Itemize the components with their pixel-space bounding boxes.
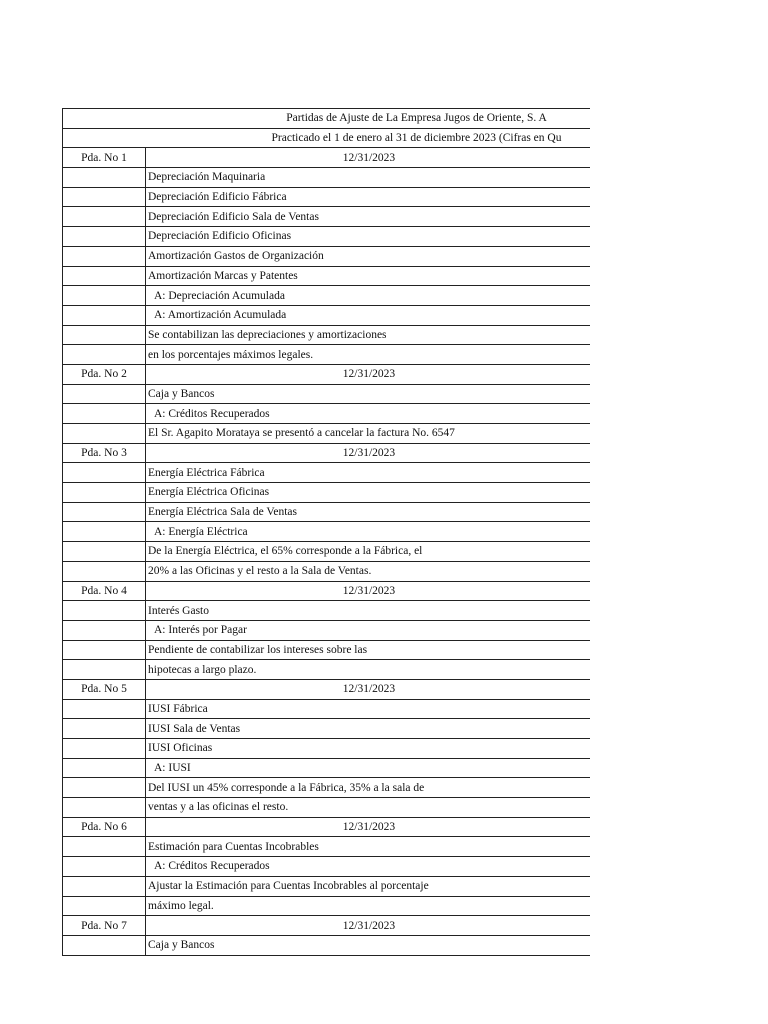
blank-cell[interactable]	[63, 640, 146, 660]
blank-cell[interactable]	[63, 502, 146, 522]
table-row	[63, 561, 591, 581]
table-row	[63, 522, 591, 542]
entry-header-row	[63, 679, 591, 699]
blank-cell[interactable]	[63, 601, 146, 621]
credit-account-cell[interactable]: A: Energía Eléctrica	[146, 522, 591, 542]
table-row	[63, 266, 591, 286]
credit-account-cell[interactable]: A: Amortización Acumulada	[146, 305, 591, 325]
table-row	[63, 857, 591, 877]
blank-cell[interactable]	[63, 896, 146, 916]
table-row	[63, 384, 591, 404]
blank-cell[interactable]	[63, 778, 146, 798]
blank-cell[interactable]	[63, 168, 146, 188]
blank-cell[interactable]	[63, 758, 146, 778]
entry-header-row	[63, 817, 591, 837]
description-cell[interactable]: Ajustar la Estimación para Cuentas Incobrables al porcentaje	[146, 876, 591, 896]
blank-cell[interactable]	[63, 305, 146, 325]
table-row	[63, 404, 591, 424]
spreadsheet-page	[62, 108, 590, 956]
entry-date-cell[interactable]: 12/31/2023	[146, 443, 591, 463]
entry-header-row	[63, 443, 591, 463]
blank-cell[interactable]	[63, 699, 146, 719]
blank-cell[interactable]	[63, 384, 146, 404]
table-row	[63, 542, 591, 562]
blank-cell[interactable]	[63, 561, 146, 581]
blank-cell[interactable]	[63, 857, 146, 877]
description-cell[interactable]: El Sr. Agapito Morataya se presentó a cancelar la factura No. 6547	[146, 424, 591, 444]
credit-account-cell[interactable]: A: IUSI	[146, 758, 591, 778]
table-row	[63, 719, 591, 739]
entry-date-cell[interactable]: 12/31/2023	[146, 581, 591, 601]
description-cell[interactable]: Caja y Bancos	[146, 384, 591, 404]
blank-cell[interactable]	[63, 404, 146, 424]
table-row	[63, 325, 591, 345]
description-cell[interactable]: Estimación para Cuentas Incobrables	[146, 837, 591, 857]
table-row	[63, 660, 591, 680]
table-row	[63, 463, 591, 483]
description-cell[interactable]: IUSI Sala de Ventas	[146, 719, 591, 739]
table-row	[63, 286, 591, 306]
credit-account-cell[interactable]: A: Interés por Pagar	[146, 620, 591, 640]
description-cell[interactable]: hipotecas a largo plazo.	[146, 660, 591, 680]
table-row	[63, 758, 591, 778]
table-row	[63, 187, 591, 207]
blank-cell[interactable]	[63, 620, 146, 640]
blank-cell[interactable]	[63, 739, 146, 759]
table-row	[63, 739, 591, 759]
blank-cell[interactable]	[63, 876, 146, 896]
description-cell[interactable]: Caja y Bancos	[146, 935, 591, 955]
blank-cell[interactable]	[63, 286, 146, 306]
entry-date-cell[interactable]: 12/31/2023	[146, 679, 591, 699]
description-cell[interactable]: 20% a las Oficinas y el resto a la Sala de Ventas.	[146, 561, 591, 581]
table-row	[63, 483, 591, 503]
description-cell[interactable]: Se contabilizan las depreciaciones y amortizaciones	[146, 325, 591, 345]
entry-header-row	[63, 916, 591, 936]
table-row	[63, 699, 591, 719]
blank-cell[interactable]	[63, 522, 146, 542]
description-cell[interactable]: Depreciación Edificio Fábrica	[146, 187, 591, 207]
title-row	[63, 109, 591, 129]
description-cell[interactable]: De la Energía Eléctrica, el 65% corresponde a la Fábrica, el	[146, 542, 591, 562]
blank-cell[interactable]	[63, 463, 146, 483]
table-row	[63, 620, 591, 640]
table-subtitle: Practicado el 1 de enero al 31 de diciembre 2023 (Cifras en Qu	[63, 128, 591, 148]
blank-cell[interactable]	[63, 246, 146, 266]
entry-number-cell[interactable]: Pda. No 4	[63, 581, 146, 601]
blank-cell[interactable]	[63, 483, 146, 503]
credit-account-cell[interactable]: A: Créditos Recuperados	[146, 857, 591, 877]
entry-number-cell[interactable]: Pda. No 7	[63, 916, 146, 936]
credit-account-cell[interactable]: A: Créditos Recuperados	[146, 404, 591, 424]
blank-cell[interactable]	[63, 798, 146, 818]
description-cell[interactable]: Interés Gasto	[146, 601, 591, 621]
description-cell[interactable]: Energía Eléctrica Fábrica	[146, 463, 591, 483]
entry-number-cell[interactable]: Pda. No 6	[63, 817, 146, 837]
table-row	[63, 246, 591, 266]
blank-cell[interactable]	[63, 207, 146, 227]
description-cell[interactable]: máximo legal.	[146, 896, 591, 916]
entry-number-cell[interactable]: Pda. No 2	[63, 364, 146, 384]
description-cell[interactable]: Depreciación Maquinaria	[146, 168, 591, 188]
table-row	[63, 227, 591, 247]
entry-date-cell[interactable]: 12/31/2023	[146, 364, 591, 384]
table-row	[63, 876, 591, 896]
entry-date-cell[interactable]: 12/31/2023	[146, 916, 591, 936]
description-cell[interactable]: Amortización Marcas y Patentes	[146, 266, 591, 286]
description-cell[interactable]: Del IUSI un 45% corresponde a la Fábrica, 35% a la sala de	[146, 778, 591, 798]
entry-number-cell[interactable]: Pda. No 5	[63, 679, 146, 699]
table-row	[63, 935, 591, 955]
table-row	[63, 640, 591, 660]
table-row	[63, 207, 591, 227]
description-cell[interactable]: IUSI Fábrica	[146, 699, 591, 719]
description-cell[interactable]: Depreciación Edificio Sala de Ventas	[146, 207, 591, 227]
description-cell[interactable]: Depreciación Edificio Oficinas	[146, 227, 591, 247]
blank-cell[interactable]	[63, 187, 146, 207]
table-row	[63, 502, 591, 522]
table-body	[63, 109, 591, 956]
table-row	[63, 798, 591, 818]
entry-date-cell[interactable]: 12/31/2023	[146, 817, 591, 837]
blank-cell[interactable]	[63, 227, 146, 247]
description-cell[interactable]: Energía Eléctrica Oficinas	[146, 483, 591, 503]
description-cell[interactable]: ventas y a las oficinas el resto.	[146, 798, 591, 818]
table-row	[63, 837, 591, 857]
blank-cell[interactable]	[63, 719, 146, 739]
blank-cell[interactable]	[63, 542, 146, 562]
table-title: Partidas de Ajuste de La Empresa Jugos de Oriente, S. A	[63, 109, 591, 129]
adjustments-table	[62, 108, 590, 956]
description-cell[interactable]: Energía Eléctrica Sala de Ventas	[146, 502, 591, 522]
entry-number-cell[interactable]: Pda. No 3	[63, 443, 146, 463]
description-cell[interactable]: en los porcentajes máximos legales.	[146, 345, 591, 365]
blank-cell[interactable]	[63, 266, 146, 286]
credit-account-cell[interactable]: A: Depreciación Acumulada	[146, 286, 591, 306]
blank-cell[interactable]	[63, 837, 146, 857]
entry-header-row	[63, 364, 591, 384]
table-row	[63, 345, 591, 365]
entry-header-row	[63, 581, 591, 601]
blank-cell[interactable]	[63, 935, 146, 955]
table-row	[63, 601, 591, 621]
blank-cell[interactable]	[63, 345, 146, 365]
entry-date-cell[interactable]: 12/31/2023	[146, 148, 591, 168]
blank-cell[interactable]	[63, 424, 146, 444]
description-cell[interactable]: Pendiente de contabilizar los intereses sobre las	[146, 640, 591, 660]
description-cell[interactable]: Amortización Gastos de Organización	[146, 246, 591, 266]
table-row	[63, 168, 591, 188]
table-row	[63, 424, 591, 444]
table-row	[63, 778, 591, 798]
table-row	[63, 896, 591, 916]
subtitle-row	[63, 128, 591, 148]
description-cell[interactable]: IUSI Oficinas	[146, 739, 591, 759]
blank-cell[interactable]	[63, 660, 146, 680]
blank-cell[interactable]	[63, 325, 146, 345]
table-row	[63, 305, 591, 325]
entry-number-cell[interactable]: Pda. No 1	[63, 148, 146, 168]
entry-header-row	[63, 148, 591, 168]
